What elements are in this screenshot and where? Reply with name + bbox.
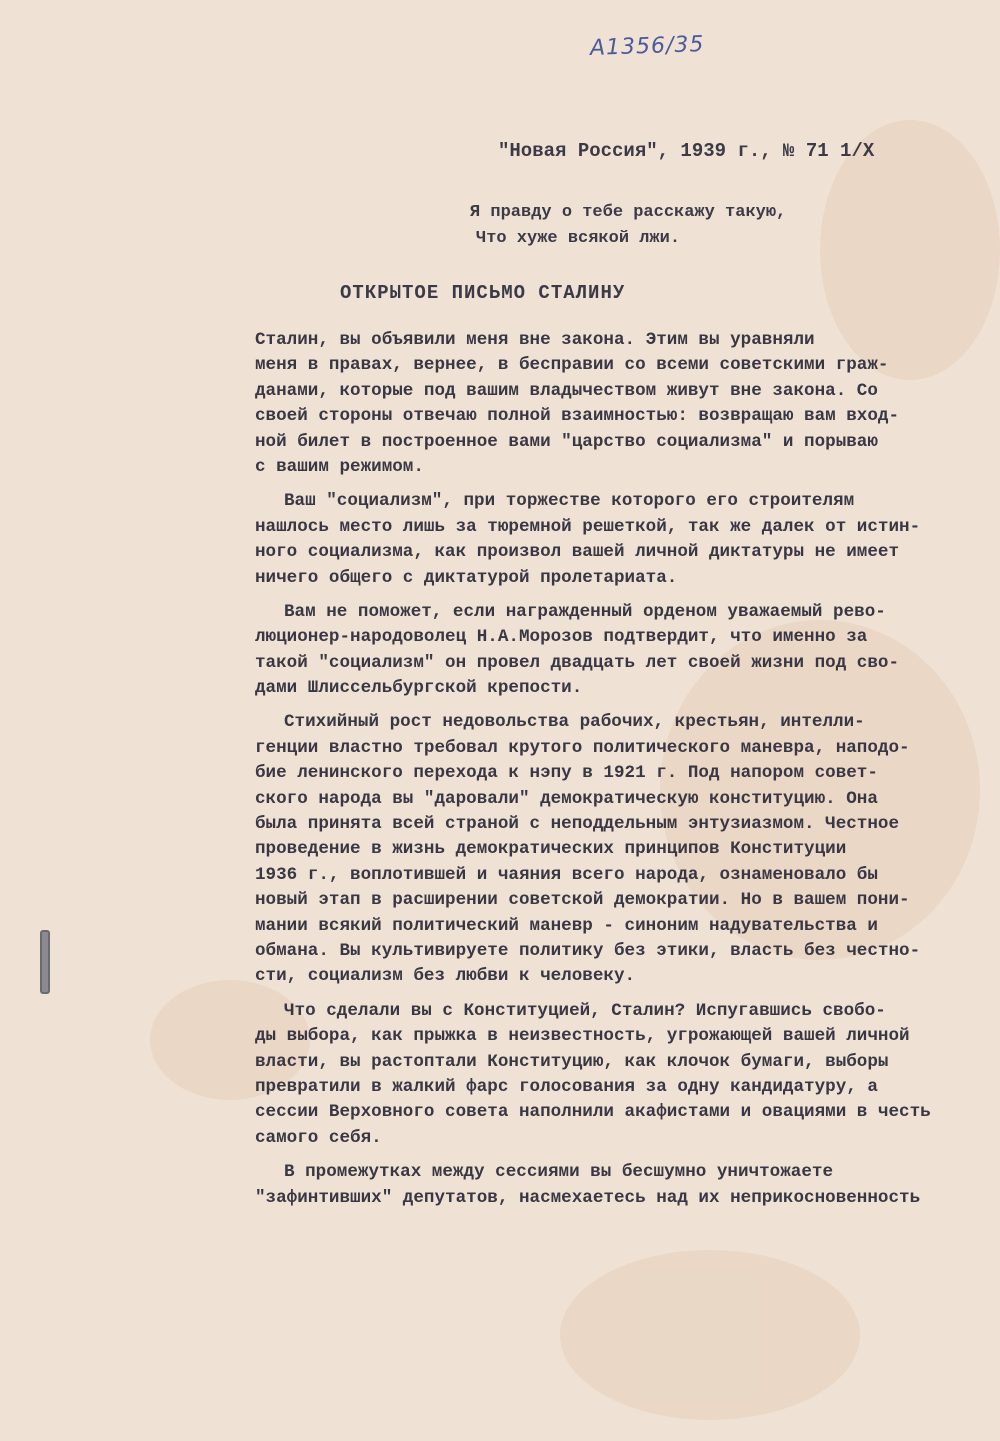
text-line: своей стороны отвечаю полной взаимностью: возвращаю вам вход- <box>255 406 900 427</box>
letter-body <box>0 328 1000 1211</box>
text-line: дами Шлиссельбургской крепости. <box>255 678 583 699</box>
text-line: Стихийный рост недовольства рабочих, крестьян, интелли- <box>284 712 865 733</box>
text-line: ничего общего с диктатурой пролетариата. <box>255 567 678 588</box>
text-line: сессии Верховного совета наполнили акафистами и овациями в честь <box>255 1102 931 1123</box>
text-line: ского народа вы "даровали" демократическую конституцию. Она <box>255 788 878 809</box>
text-line: меня в правах, вернее, в бесправии со всеми советскими граж- <box>255 355 889 376</box>
text-line: Вам не поможет, если награжденный орденом уважаемый рево- <box>284 601 886 622</box>
text-line: Ваш "социализм", при торжестве которого его строителям <box>284 491 855 512</box>
paper-stain <box>560 1250 860 1420</box>
epigraph <box>470 200 786 252</box>
paragraph <box>0 489 1000 591</box>
paragraph <box>0 710 1000 989</box>
text-line: бие ленинского перехода к нэпу в 1921 г. Под напором совет- <box>255 763 878 784</box>
text-line: превратили в жалкий фарс голосования за одну кандидатуру, а <box>255 1076 878 1097</box>
text-line: нашлось место лишь за тюремной решеткой, так же далек от истин- <box>255 516 921 537</box>
paragraph <box>0 328 1000 480</box>
text-line: новый этап в расширении советской демократии. Но в вашем пони- <box>255 890 910 911</box>
text-line: "зафинтивших" депутатов, насмехаетесь над их неприкосновенность <box>255 1187 921 1208</box>
text-line: 1936 г., воплотившей и чаяния всего народа, ознаменовало бы <box>255 864 878 885</box>
text-line: сти, социализм без любви к человеку. <box>255 966 636 987</box>
text-line: мании всякий политический маневр - синоним надувательства и <box>255 915 878 936</box>
text-line: власти, вы растоптали Конституцию, как клочок бумаги, выборы <box>255 1051 889 1072</box>
text-line: данами, которые под вашим владычеством живут вне закона. Со <box>255 380 878 401</box>
text-line: Сталин, вы объявили меня вне закона. Этим вы уравняли <box>255 330 815 350</box>
text-line: проведение в жизнь демократических принципов Конституции <box>255 839 847 860</box>
paragraph <box>0 600 1000 702</box>
archive-mark: А1356/35 <box>589 32 705 61</box>
epigraph-line: Что хуже всякой лжи. <box>476 229 681 248</box>
paragraph <box>0 1160 1000 1211</box>
text-line: с вашим режимом. <box>255 456 424 477</box>
paragraph <box>0 999 1000 1151</box>
text-line: люционер-народоволец Н.А.Морозов подтвердит, что именно за <box>255 627 868 648</box>
letter-title: ОТКРЫТОЕ ПИСЬМО СТАЛИНУ <box>340 282 626 304</box>
newspaper-header: "Новая Россия", 1939 г., № 71 1/Х <box>498 140 875 162</box>
text-line: обмана. Вы культивируете политику без этики, власть без честно- <box>255 940 921 961</box>
text-line: Что сделали вы с Конституцией, Сталин? Испугавшись свобо- <box>284 1000 886 1021</box>
text-line: была принята всей страной с неподдельным энтузиазмом. Честное <box>255 814 900 835</box>
text-line: В промежутках между сессиями вы бесшумно уничтожаете <box>284 1162 834 1183</box>
text-line: ды выбора, как прыжка в неизвестность, угрожающей вашей личной <box>255 1026 910 1047</box>
text-line: такой "социализм" он провел двадцать лет своей жизни под сво- <box>255 652 900 673</box>
text-line: генции властно требовал крутого политического маневра, наподо- <box>255 737 910 758</box>
epigraph-line: Я правду о тебе расскажу такую, <box>470 203 787 222</box>
text-line: самого себя. <box>255 1127 382 1148</box>
text-line: ного социализма, как произвол вашей личной диктатуры не имеет <box>255 542 900 563</box>
text-line: ной билет в построенное вами "царство социализма" и порываю <box>255 431 878 452</box>
